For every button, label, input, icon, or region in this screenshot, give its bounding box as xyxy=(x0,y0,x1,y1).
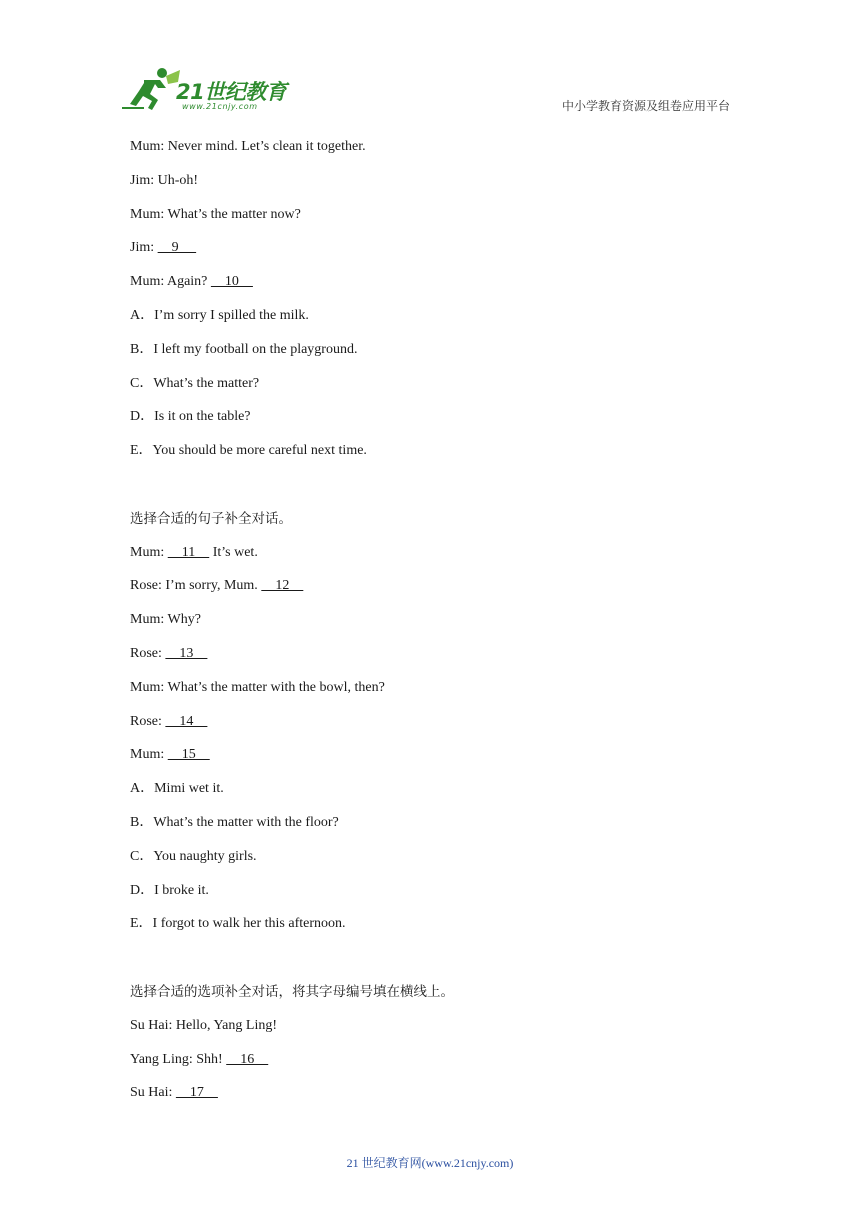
dialogue-text: Shh! xyxy=(196,1051,223,1067)
page-header xyxy=(0,0,860,120)
section-instruction: 选择合适的句子补全对话。 xyxy=(130,510,292,527)
dialogue-text: What’s the matter with the bowl, then? xyxy=(167,679,385,695)
speaker: Mum: xyxy=(130,206,165,222)
page-footer: 21 世纪教育网(www.21cnjy.com) xyxy=(346,1156,514,1170)
logo-url: www.21cnjy.com xyxy=(182,102,258,111)
dialogue-text: It’s wet. xyxy=(212,544,258,560)
option-item: E．I forgot to walk her this afternoon. xyxy=(130,916,346,932)
worksheet-content xyxy=(130,137,750,1117)
speaker: Mum: xyxy=(130,544,165,560)
dialogue-line xyxy=(130,1083,750,1103)
option-item: A．I’m sorry I spilled the milk. xyxy=(130,307,309,323)
answer-blank[interactable]: 15 xyxy=(167,747,210,763)
runner-logo-icon xyxy=(122,66,182,112)
speaker: Yang Ling: xyxy=(130,1051,193,1067)
dialogue-text: Again? xyxy=(166,274,208,290)
option-item: D．Is it on the table? xyxy=(130,409,251,425)
speaker: Rose: xyxy=(130,713,162,729)
dialogue-line xyxy=(130,1050,750,1070)
speaker: Mum: xyxy=(130,747,165,763)
speaker: Mum: xyxy=(130,679,165,695)
answer-blank[interactable]: 12 xyxy=(261,578,304,594)
option-item: C．What’s the matter? xyxy=(130,375,260,391)
speaker: Mum: xyxy=(130,139,165,154)
dialogue-line xyxy=(130,610,750,630)
dialogue-line xyxy=(130,205,750,225)
speaker: Mum: xyxy=(130,612,165,628)
speaker: Jim: xyxy=(130,172,155,188)
answer-blank[interactable]: 13 xyxy=(165,645,208,661)
answer-blank[interactable]: 9 xyxy=(157,240,197,256)
dialogue-text: Hello, Yang Ling! xyxy=(175,1017,278,1033)
dialogue-section-1 xyxy=(130,137,750,461)
dialogue-line xyxy=(130,712,750,732)
dialogue-line xyxy=(130,745,750,765)
dialogue-text: I’m sorry, Mum. xyxy=(165,578,258,594)
speaker: Jim: xyxy=(130,240,155,256)
option-item: D．I broke it. xyxy=(130,882,209,898)
dialogue-line xyxy=(130,543,750,563)
logo xyxy=(122,66,292,116)
dialogue-line xyxy=(130,238,750,258)
speaker: Mum: xyxy=(130,274,165,290)
dialogue-section-3 xyxy=(130,982,750,1103)
dialogue-text: Never mind. Let’s clean it together. xyxy=(167,139,366,154)
speaker: Su Hai: xyxy=(130,1017,173,1033)
answer-blank[interactable]: 17 xyxy=(175,1085,218,1101)
logo-text: 21世纪教育 xyxy=(176,80,287,104)
dialogue-line xyxy=(130,171,750,191)
dialogue-text: Why? xyxy=(167,612,201,628)
speaker: Rose: xyxy=(130,645,162,661)
dialogue-text: What’s the matter now? xyxy=(167,206,301,222)
speaker: Rose: xyxy=(130,578,162,594)
header-platform-text: 中小学教育资源及组卷应用平台 xyxy=(561,99,730,113)
option-item: B．I left my football on the playground. xyxy=(130,341,358,357)
dialogue-line xyxy=(130,678,750,698)
dialogue-line xyxy=(130,137,750,157)
dialogue-line xyxy=(130,644,750,664)
dialogue-text: Uh-oh! xyxy=(157,172,199,188)
option-item: B．What’s the matter with the floor? xyxy=(130,814,339,830)
speaker: Su Hai: xyxy=(130,1085,173,1101)
answer-blank[interactable]: 16 xyxy=(226,1051,269,1067)
header-divider xyxy=(122,118,738,119)
dialogue-section-2 xyxy=(130,509,750,935)
option-item: E．You should be more careful next time. xyxy=(130,443,367,459)
dialogue-line xyxy=(130,272,750,292)
answer-blank[interactable]: 14 xyxy=(165,713,208,729)
answer-blank[interactable]: 11 xyxy=(167,544,210,560)
dialogue-line xyxy=(130,576,750,596)
section-instruction: 选择合适的选项补全对话，将其字母编号填在横线上。 xyxy=(130,983,454,1000)
option-item: C．You naughty girls. xyxy=(130,848,257,864)
dialogue-line xyxy=(130,1016,750,1036)
option-item: A．Mimi wet it. xyxy=(130,781,224,797)
answer-blank[interactable]: 10 xyxy=(210,274,253,290)
